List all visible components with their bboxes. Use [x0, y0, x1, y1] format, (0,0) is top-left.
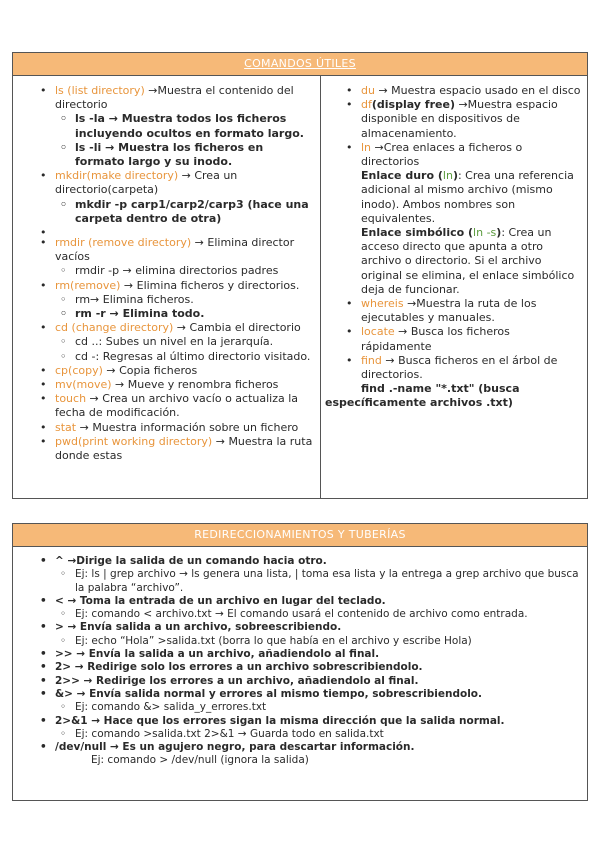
redirections-header: REDIRECCIONAMIENTOS Y TUBERÍAS — [13, 524, 587, 547]
spacer — [55, 226, 313, 236]
sub-item: ◦ mkdir -p carp1/carp2/carp3 (hace una carpeta dentro de otra) — [75, 198, 313, 226]
commands-right-column — [321, 76, 587, 498]
list-item: • 2> → Redirige solo los errores a un archivo sobrescribiendolo. — [55, 661, 585, 674]
sub-item: ◦ Ej: comando >salida.txt 2>&1 → Guarda todo en salida.txt — [75, 728, 585, 741]
sub-item: ◦ Ej: ls | grep archivo → ls genera una lista, | toma esa lista y la entrega a grep archivo que busca la palabra “archivo”. — [75, 568, 585, 595]
list-item: • rmdir (remove directory) → Elimina director vacíos ◦ rmdir -p → elimina directorios padres — [55, 236, 313, 279]
list-item: • 2>> → Redirige los errores a un archivo, añadiendolo al final. — [55, 675, 585, 688]
sub-item: ◦ rmdir -p → elimina directorios padres — [75, 264, 313, 278]
command-name: pwd(print working directory) — [55, 434, 213, 448]
command-name: find — [361, 353, 382, 367]
sub-item: ◦ rm→ Elimina ficheros. — [75, 293, 313, 307]
command-name: cp(copy) — [55, 363, 103, 377]
command-name: mv(move) — [55, 378, 112, 392]
list-item: • locate → Busca los ficheros rápidamente — [361, 325, 581, 353]
sub-item: ◦ Ej: comando < archivo.txt → El comando usará el contenido de archivo como entrada. — [75, 608, 585, 621]
command-name: rmdir (remove directory) — [55, 236, 192, 250]
sub-item: ◦ cd -: Regresas al último directorio visitado. — [75, 350, 313, 364]
command-name: df — [361, 98, 372, 112]
list-item: • df(display free) →Muestra espacio disponible en dispositivos de almacenamiento. — [361, 98, 581, 141]
list-item: • ls (list directory) →Muestra el contenido del directorio ◦ ls -la → Muestra todos los ficheros incluyendo ocultos en formato largo. ◦ ls -li → Muestra los ficheros en formato largo y su inodo. — [55, 84, 313, 169]
command-name: whereis — [361, 297, 404, 311]
command-name: cd (change directory) — [55, 321, 174, 335]
list-item: • pwd(print working directory) → Muestra la ruta donde estas — [55, 435, 313, 463]
sub-item-plain: Ej: comando > /dev/null (ignora la salida) — [91, 754, 309, 767]
list-item: • stat → Muestra información sobre un fichero — [55, 421, 313, 435]
list-item: • mkdir(make directory) → Crea un directorio(carpeta) ◦ mkdir -p carp1/carp2/carp3 (hace una carpeta dentro de otra) — [55, 169, 313, 226]
list-item: • cp(copy) → Copia ficheros — [55, 364, 313, 378]
command-name: mkdir(make directory) — [55, 169, 179, 183]
list-item: • >> → Envía la salida a un archivo, añadiendolo al final. — [55, 648, 585, 661]
command-name: rm(remove) — [55, 278, 121, 292]
list-item: • ln →Crea enlaces a ficheros o directorios Enlace duro (ln): Crea una referencia adicional al mismo archivo (mismo inodo). Ambos nombres son equivalentes. Enlace simbólico (ln -s): Crea un acceso directo que apunta a otro archivo o directorio. Si el archivo original se elimina, el enlace simbólico deja de funcionar. — [361, 141, 581, 297]
hard-link-note: Enlace duro (ln): Crea una referencia adicional al mismo archivo (mismo inodo). Ambos nombres son equivalentes. — [361, 169, 574, 225]
sub-item: ◦ ls -la → Muestra todos los ficheros incluyendo ocultos en formato largo. — [75, 112, 313, 140]
list-item: • cd (change directory) → Cambia el directorio ◦ cd ..: Subes un nivel en la jerarquía. ◦ cd -: Regresas al último directorio visitado. — [55, 321, 313, 364]
sub-item: ◦ Ej: comando &> salida_y_errores.txt — [75, 701, 585, 714]
command-name: locate — [361, 325, 395, 339]
commands-left-column — [13, 76, 321, 498]
sub-item: ◦ rm -r → Elimina todo. — [75, 307, 313, 321]
find-example-cont: específicamente archivos .txt) — [325, 396, 513, 410]
command-name: touch — [55, 392, 87, 406]
commands-header: COMANDOS ÚTILES — [13, 53, 587, 76]
list-item: • &> → Envía salida normal y errores al mismo tiempo, sobrescribiendolo. ◦ Ej: comando &> salida_y_errores.txt — [55, 688, 585, 715]
list-item: • ^ →Dirige la salida de un comando hacia otro. ◦ Ej: ls | grep archivo → ls genera una lista, | toma esa lista y la entrega a grep archivo que busca la palabra “archivo”. — [55, 555, 585, 595]
command-name: stat — [55, 420, 77, 434]
list-item: • find → Busca ficheros en el árbol de directorios. find .-name "*.txt" (busca específicamente archivos .txt) — [361, 354, 581, 411]
soft-link-note: Enlace simbólico (ln -s): Crea un acceso directo que apunta a otro archivo o directorio. Si el archivo original se elimina, el enlace simbólico deja de funcionar. — [361, 226, 575, 296]
redirections-box — [12, 523, 588, 801]
command-name: du — [361, 84, 375, 97]
list-item: • touch → Crea un archivo vacío o actualiza la fecha de modificación. — [55, 392, 313, 420]
list-item: • whereis →Muestra la ruta de los ejecutables y manuales. — [361, 297, 581, 325]
find-example: find .-name "*.txt" (busca — [361, 382, 520, 396]
command-name: ln — [361, 140, 372, 154]
list-item: • rm(remove) → Elimina ficheros y directorios. ◦ rm→ Elimina ficheros. ◦ rm -r → Elimina todo. — [55, 279, 313, 322]
command-name: ls (list directory) — [55, 84, 145, 97]
list-item: • > → Envía salida a un archivo, sobreescribiendo. ◦ Ej: echo “Hola” >salida.txt (borra lo que había en el archivo y escribe Hola) — [55, 621, 585, 648]
list-item: • du → Muestra espacio usado en el disco — [361, 84, 581, 98]
list-item: • /dev/null → Es un agujero negro, para descartar información. Ej: comando > /dev/null (ignora la salida) — [55, 741, 585, 768]
sub-item: ◦ ls -li → Muestra los ficheros en formato largo y su inodo. — [75, 141, 313, 169]
list-item: • mv(move) → Mueve y renombra ficheros — [55, 378, 313, 392]
commands-box — [12, 52, 588, 499]
sub-item: ◦ Ej: echo “Hola” >salida.txt (borra lo que había en el archivo y escribe Hola) — [75, 635, 585, 648]
list-item: • 2>&1 → Hace que los errores sigan la misma dirección que la salida normal. ◦ Ej: comando >salida.txt 2>&1 → Guarda todo en salida.txt — [55, 715, 585, 742]
list-item: • < → Toma la entrada de un archivo en lugar del teclado. ◦ Ej: comando < archivo.txt → El comando usará el contenido de archivo como entrada. — [55, 595, 585, 622]
sub-item: ◦ cd ..: Subes un nivel en la jerarquía. — [75, 335, 313, 349]
